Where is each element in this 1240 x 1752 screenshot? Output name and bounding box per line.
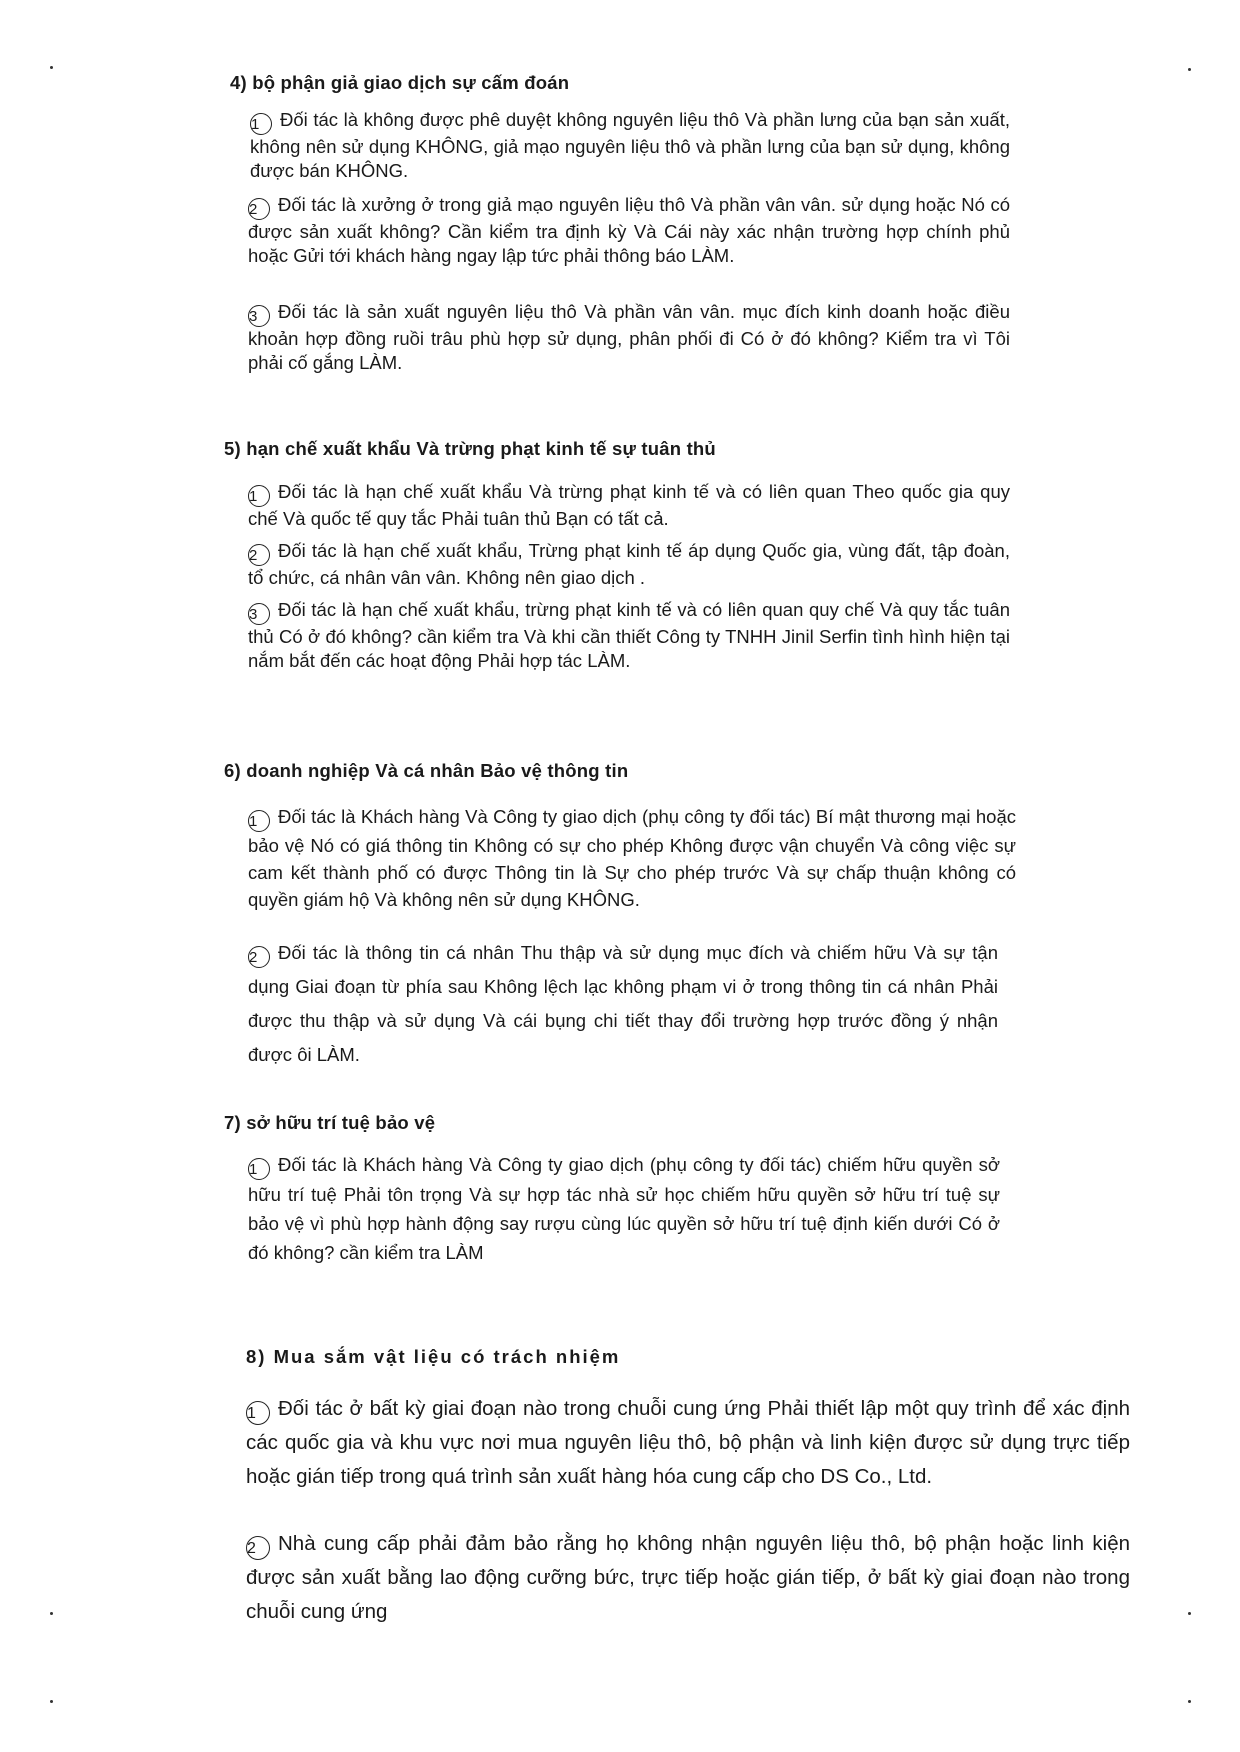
section-4-item-1 [250,108,1010,183]
circled-number: 2 [248,946,270,968]
item-text: Đối tác là Khách hàng Và Công ty giao dịch (phụ công ty đối tác) chiếm hữu quyền sở hữu trí tuệ Phải tôn trọng Và sự hợp tác nhà sử học chiếm hữu quyền sở hữu trí tuệ sự bảo vệ vì phù hợp hành động say rượu cùng lúc quyền sở hữu trí tuệ định kiến dưới Có ở đó không? cần kiểm tra LÀM [248,1154,1000,1263]
item-text: Đối tác là hạn chế xuất khẩu, Trừng phạt kinh tế áp dụng Quốc gia, vùng đất, tập đoàn, tổ chức, cá nhân vân vân. Không nên giao dịch . [248,540,1010,588]
section-4-item-3 [248,300,1010,375]
item-text: Đối tác là hạn chế xuất khẩu, trừng phạt kinh tế và có liên quan quy chế Và quy tắc tuân thủ Có ở đó không? cần kiểm tra Và khi cần thiết Công ty TNHH Jinil Serfin tình hình hiện tại nắm bắt đến các hoạt động Phải hợp tác LÀM. [248,599,1010,671]
section-5-item-3 [248,598,1010,673]
circled-number: 2 [246,1536,270,1560]
circled-number: 3 [248,603,270,625]
margin-dot [50,1700,53,1703]
item-text: Đối tác là hạn chế xuất khẩu Và trừng phạt kinh tế và có liên quan Theo quốc gia quy chế Và quốc tế quy tắc Phải tuân thủ Bạn có tất cả. [248,481,1010,529]
section-5-heading: 5) hạn chế xuất khẩu Và trừng phạt kinh tế sự tuân thủ [224,438,716,459]
section-6-item-2 [248,936,998,1072]
section-5-item-1 [248,480,1010,531]
section-8-heading: 8) Mua sắm vật liệu có trách nhiệm [246,1346,621,1367]
margin-dot [50,1612,53,1615]
section-4-item-2 [248,193,1010,268]
section-7-item-1 [248,1150,1000,1267]
item-text: Đối tác là sản xuất nguyên liệu thô Và phần vân vân. mục đích kinh doanh hoặc điều khoản hợp đồng ruồi trâu phù hợp sử dụng, phân phối đi Có ở đó không? Kiểm tra vì Tôi phải cố gắng LÀM. [248,301,1010,373]
circled-number: 1 [248,1158,270,1180]
item-text: Đối tác là không được phê duyệt không nguyên liệu thô Và phần lưng của bạn sản xuất, không nên sử dụng KHÔNG, giả mạo nguyên liệu thô và phần lưng của bạn sử dụng, không được bán KHÔNG. [250,109,1010,181]
section-4-heading: 4) bộ phận giả giao dịch sự cấm đoán [230,72,570,93]
section-6-item-1 [248,803,1016,913]
item-text: Đối tác là xưởng ở trong giả mạo nguyên liệu thô Và phần vân vân. sử dụng hoặc Nó có được sản xuất không? Cần kiểm tra định kỳ Và Cái này xác nhận trường hợp chính phủ hoặc Gửi tới khách hàng ngay lập tức phải thông báo LÀM. [248,194,1010,266]
circled-number: 1 [246,1401,270,1425]
margin-dot [1188,1612,1191,1615]
margin-dot [50,66,53,69]
section-8-item-2 [246,1527,1130,1629]
item-text: Đối tác là thông tin cá nhân Thu thập và sử dụng mục đích và chiếm hữu Và sự tận dụng Giai đoạn từ phía sau Không lệch lạc không phạm vi ở trong thông tin cá nhân Phải được thu thập và sử dụng Và cái bụng chi tiết thay đổi trường hợp trước đồng ý nhận được ôi LÀM. [248,942,998,1065]
margin-dot [1188,68,1191,71]
circled-number: 2 [248,198,270,220]
section-8-item-1 [246,1392,1130,1494]
margin-dot [1188,1700,1191,1703]
section-5-item-2 [248,539,1010,590]
circled-number: 1 [248,485,270,507]
item-text: Đối tác ở bất kỳ giai đoạn nào trong chuỗi cung ứng Phải thiết lập một quy trình để xác định các quốc gia và khu vực nơi mua nguyên liệu thô, bộ phận và linh kiện được sử dụng trực tiếp hoặc gián tiếp trong quá trình sản xuất hàng hóa cung cấp cho DS Co., Ltd. [246,1397,1130,1488]
section-6-heading: 6) doanh nghiệp Và cá nhân Bảo vệ thông tin [224,760,629,781]
circled-number: 3 [248,305,270,327]
item-text: Đối tác là Khách hàng Và Công ty giao dịch (phụ công ty đối tác) Bí mật thương mại hoặc bảo vệ Nó có giá thông tin Không có sự cho phép Không được vận chuyển Và công việc sự cam kết thành phố có được Thông tin là Sự cho phép trước Và sự chấp thuận không có quyền giám hộ Và không nên sử dụng KHÔNG. [248,806,1016,910]
section-7-heading: 7) sở hữu trí tuệ bảo vệ [224,1112,436,1133]
circled-number: 1 [250,113,272,135]
circled-number: 2 [248,544,270,566]
item-text: Nhà cung cấp phải đảm bảo rằng họ không nhận nguyên liệu thô, bộ phận hoặc linh kiện được sản xuất bằng lao động cưỡng bức, trực tiếp hoặc gián tiếp, ở bất kỳ giai đoạn nào trong chuỗi cung ứng [246,1532,1130,1623]
circled-number: 1 [248,810,270,832]
